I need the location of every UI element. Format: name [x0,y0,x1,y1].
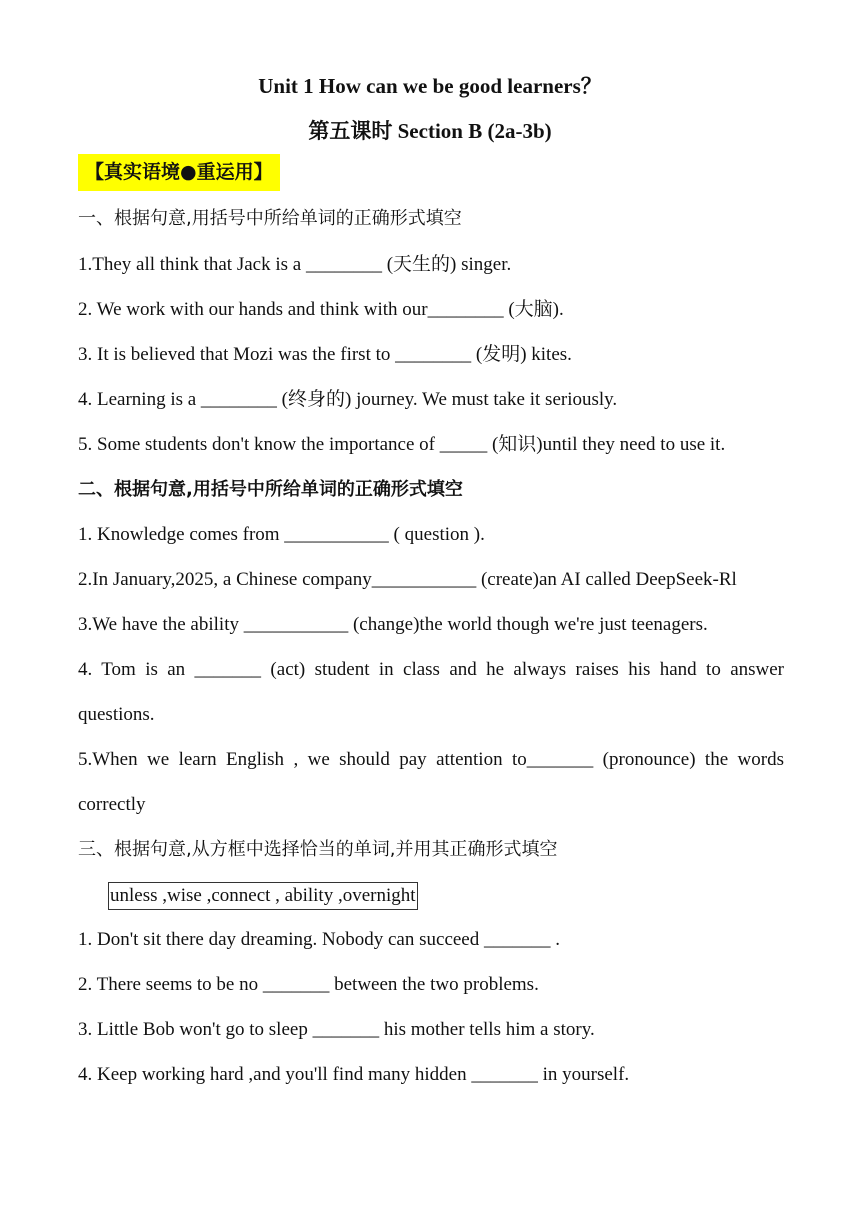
question-item: 4. Keep working hard ,and you'll find many hidden _______ in yourself. [78,1064,630,1085]
question-item: 4. Learning is a ________ (终身的) journey. We must take it seriously. [78,389,618,410]
question-item: 3. It is believed that Mozi was the first to ________ (发明) kites. [78,344,572,365]
section-1-heading: 一、根据句意,用括号中所给单词的正确形式填空 [78,208,462,229]
question-item-continuation: questions. [78,704,155,725]
question-item: 4. Tom is an _______ (act) student in class and he always raises his hand to answer [78,659,784,680]
question-item: 2.In January,2025, a Chinese company___________ (create)an AI called DeepSeek-Rl [78,569,737,590]
section-3-heading: 三、根据句意,从方框中选择恰当的单词,并用其正确形式填空 [78,839,558,860]
lesson-subtitle: 第五课时 Section B (2a-3b) [308,119,552,143]
question-item-continuation: correctly [78,794,146,815]
word-box: unless ,wise ,connect , ability ,overnight [108,882,418,910]
question-item: 3. Little Bob won't go to sleep _______ his mother tells him a story. [78,1019,595,1040]
section-2-heading: 二、根据句意,用括号中所给单词的正确形式填空 [78,479,463,500]
question-item: 1. Knowledge comes from ___________ ( question ). [78,524,485,545]
question-item: 2. There seems to be no _______ between the two problems. [78,974,539,995]
question-item: 1. Don't sit there day dreaming. Nobody can succeed _______ . [78,929,560,950]
section-badge: 【真实语境●重运用】 [78,154,280,191]
question-item: 3.We have the ability ___________ (change)the world though we're just teenagers. [78,614,708,635]
question-item: 2. We work with our hands and think with our________ (大脑). [78,299,564,320]
question-item: 5.When we learn English , we should pay attention to_______ (pronounce) the words [78,749,784,770]
question-item: 5. Some students don't know the importance of _____ (知识)until they need to use it. [78,434,726,455]
page-title: Unit 1 How can we be good learners？ [258,74,602,98]
question-item: 1.They all think that Jack is a ________ (天生的) singer. [78,254,512,275]
